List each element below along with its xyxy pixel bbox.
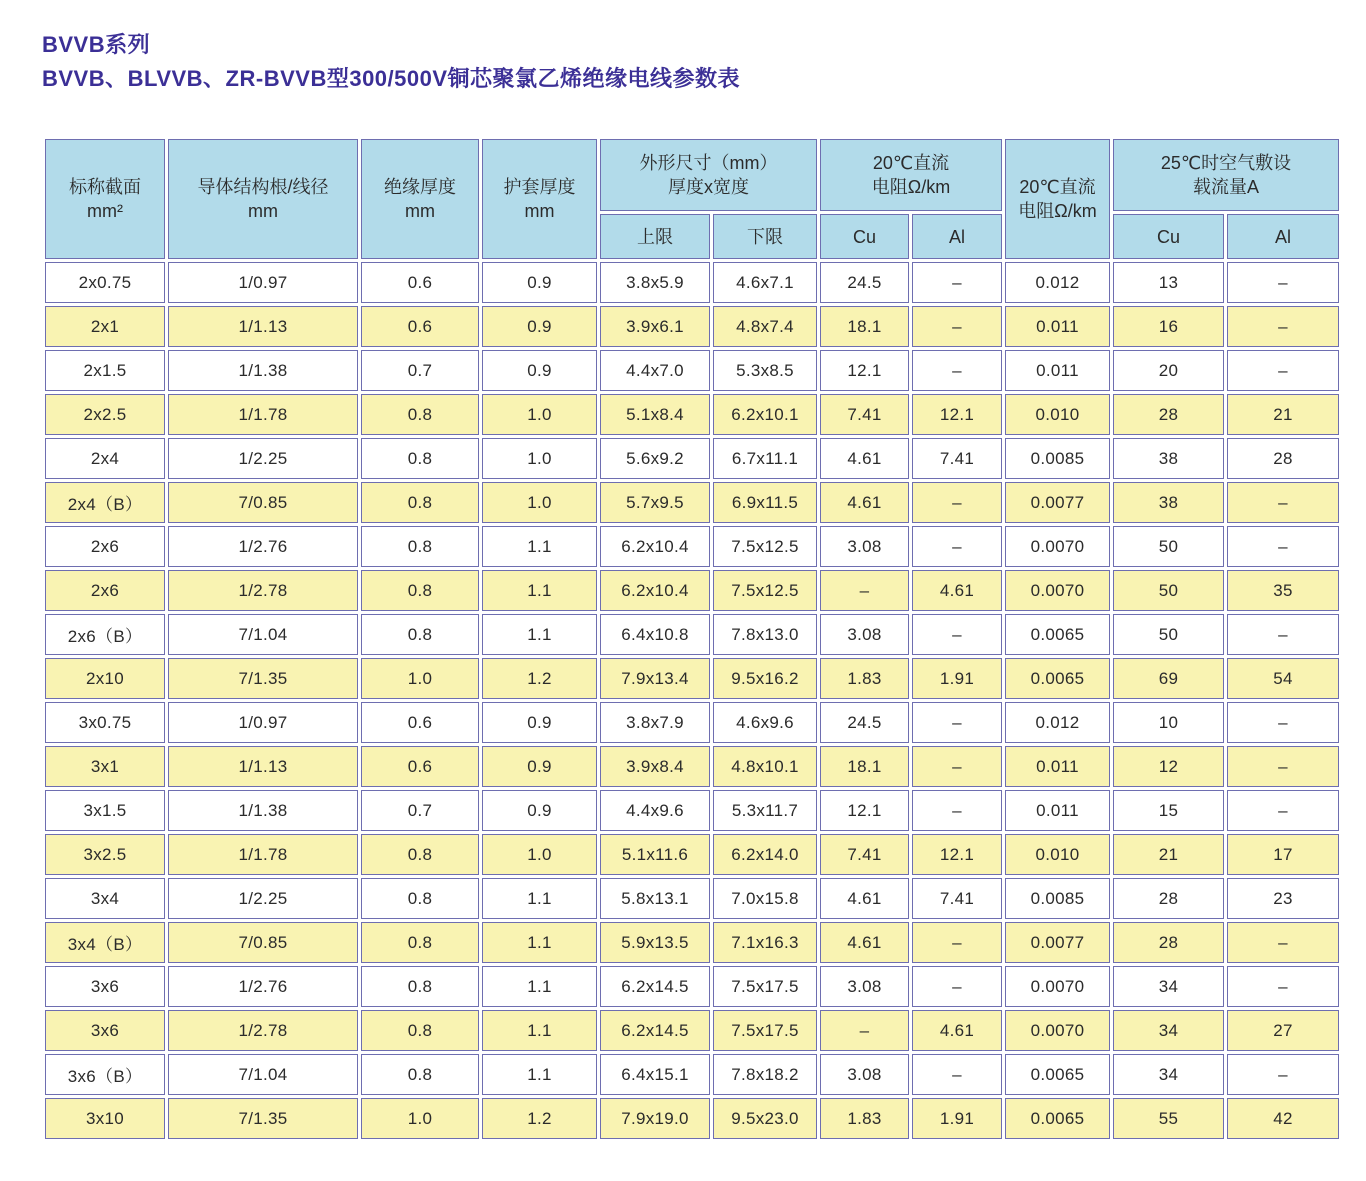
cell-r8-c7: –	[820, 570, 909, 611]
cell-r9-c7: 3.08	[820, 614, 909, 655]
header-dc-resistance-group: 20℃直流 电阻Ω/km	[820, 139, 1002, 211]
cell-r16-c6: 7.1x16.3	[713, 922, 817, 963]
cell-r1-c10: 13	[1113, 262, 1224, 303]
cell-r12-c10: 12	[1113, 746, 1224, 787]
cell-r6-c6: 6.9x11.5	[713, 482, 817, 523]
cell-r3-c8: –	[912, 350, 1002, 391]
cell-r16-c8: –	[912, 922, 1002, 963]
cell-r14-c8: 12.1	[912, 834, 1002, 875]
cell-r2-c5: 3.9x6.1	[600, 306, 710, 347]
cell-r11-c10: 10	[1113, 702, 1224, 743]
header-nominal-section: 标称截面 mm²	[45, 139, 165, 259]
cell-r12-c9: 0.011	[1005, 746, 1110, 787]
cell-r14-c6: 6.2x14.0	[713, 834, 817, 875]
cell-r10-c10: 69	[1113, 658, 1224, 699]
table-row	[45, 922, 1339, 963]
cell-r19-c3: 0.8	[361, 1054, 479, 1095]
cell-r5-c10: 38	[1113, 438, 1224, 479]
cell-r18-c10: 34	[1113, 1010, 1224, 1051]
cell-r12-c11: –	[1227, 746, 1339, 787]
cable-parameters-table	[42, 136, 1342, 1142]
cell-r9-c8: –	[912, 614, 1002, 655]
cell-r9-c6: 7.8x13.0	[713, 614, 817, 655]
cell-r10-c11: 54	[1227, 658, 1339, 699]
cell-r2-c3: 0.6	[361, 306, 479, 347]
cell-r20-c3: 1.0	[361, 1098, 479, 1139]
cell-r13-c10: 15	[1113, 790, 1224, 831]
cell-r14-c7: 7.41	[820, 834, 909, 875]
cell-r6-c4: 1.0	[482, 482, 597, 523]
cell-r3-c5: 4.4x7.0	[600, 350, 710, 391]
cell-r15-c2: 1/2.25	[168, 878, 358, 919]
header-insulation-thickness: 绝缘厚度 mm	[361, 139, 479, 259]
cell-r10-c8: 1.91	[912, 658, 1002, 699]
cell-r8-c9: 0.0070	[1005, 570, 1110, 611]
cell-r12-c1: 3x1	[45, 746, 165, 787]
subheader-cu-resistance: Cu	[820, 214, 909, 259]
table-row	[45, 702, 1339, 743]
cell-r20-c5: 7.9x19.0	[600, 1098, 710, 1139]
cell-r16-c7: 4.61	[820, 922, 909, 963]
cell-r15-c3: 0.8	[361, 878, 479, 919]
cell-r1-c11: –	[1227, 262, 1339, 303]
header-dc-resistance-2: 20℃直流 电阻Ω/km	[1005, 139, 1110, 259]
table-row	[45, 746, 1339, 787]
table-row	[45, 262, 1339, 303]
cell-r13-c5: 4.4x9.6	[600, 790, 710, 831]
table-row	[45, 966, 1339, 1007]
cell-r13-c2: 1/1.38	[168, 790, 358, 831]
cell-r16-c4: 1.1	[482, 922, 597, 963]
cell-r20-c4: 1.2	[482, 1098, 597, 1139]
cell-r11-c2: 1/0.97	[168, 702, 358, 743]
cell-r4-c8: 12.1	[912, 394, 1002, 435]
cell-r14-c5: 5.1x11.6	[600, 834, 710, 875]
cell-r5-c6: 6.7x11.1	[713, 438, 817, 479]
cell-r8-c8: 4.61	[912, 570, 1002, 611]
cell-r19-c7: 3.08	[820, 1054, 909, 1095]
cell-r5-c7: 4.61	[820, 438, 909, 479]
table-row	[45, 570, 1339, 611]
cell-r4-c11: 21	[1227, 394, 1339, 435]
cell-r18-c5: 6.2x14.5	[600, 1010, 710, 1051]
cell-r5-c9: 0.0085	[1005, 438, 1110, 479]
cell-r6-c7: 4.61	[820, 482, 909, 523]
cell-r11-c7: 24.5	[820, 702, 909, 743]
cell-r10-c6: 9.5x16.2	[713, 658, 817, 699]
cell-r7-c11: –	[1227, 526, 1339, 567]
table-row	[45, 834, 1339, 875]
cell-r7-c2: 1/2.76	[168, 526, 358, 567]
table-row	[45, 306, 1339, 347]
cell-r7-c4: 1.1	[482, 526, 597, 567]
cell-r12-c6: 4.8x10.1	[713, 746, 817, 787]
table-row	[45, 1054, 1339, 1095]
cell-r2-c2: 1/1.13	[168, 306, 358, 347]
cell-r7-c7: 3.08	[820, 526, 909, 567]
cell-r2-c6: 4.8x7.4	[713, 306, 817, 347]
cell-r10-c5: 7.9x13.4	[600, 658, 710, 699]
cell-r16-c5: 5.9x13.5	[600, 922, 710, 963]
cell-r2-c9: 0.011	[1005, 306, 1110, 347]
cell-r16-c9: 0.0077	[1005, 922, 1110, 963]
subheader-lower-limit: 下限	[713, 214, 817, 259]
table-body	[45, 262, 1339, 1139]
cell-r11-c4: 0.9	[482, 702, 597, 743]
cell-r9-c1: 2x6（B）	[45, 614, 165, 655]
subheader-al-ampacity: Al	[1227, 214, 1339, 259]
header-conductor-structure: 导体结构根/线径 mm	[168, 139, 358, 259]
table-row	[45, 526, 1339, 567]
cell-r7-c3: 0.8	[361, 526, 479, 567]
cell-r9-c11: –	[1227, 614, 1339, 655]
cell-r4-c7: 7.41	[820, 394, 909, 435]
cell-r1-c8: –	[912, 262, 1002, 303]
cell-r19-c1: 3x6（B）	[45, 1054, 165, 1095]
cell-r17-c9: 0.0070	[1005, 966, 1110, 1007]
cell-r20-c8: 1.91	[912, 1098, 1002, 1139]
cell-r11-c8: –	[912, 702, 1002, 743]
cell-r8-c11: 35	[1227, 570, 1339, 611]
cell-r18-c4: 1.1	[482, 1010, 597, 1051]
cell-r6-c3: 0.8	[361, 482, 479, 523]
header-sheath-thickness: 护套厚度 mm	[482, 139, 597, 259]
cell-r10-c4: 1.2	[482, 658, 597, 699]
cell-r15-c5: 5.8x13.1	[600, 878, 710, 919]
cell-r20-c9: 0.0065	[1005, 1098, 1110, 1139]
cell-r10-c7: 1.83	[820, 658, 909, 699]
cell-r16-c10: 28	[1113, 922, 1224, 963]
cell-r7-c1: 2x6	[45, 526, 165, 567]
cell-r7-c5: 6.2x10.4	[600, 526, 710, 567]
cell-r18-c7: –	[820, 1010, 909, 1051]
cell-r5-c8: 7.41	[912, 438, 1002, 479]
cell-r8-c4: 1.1	[482, 570, 597, 611]
cell-r16-c11: –	[1227, 922, 1339, 963]
cell-r15-c9: 0.0085	[1005, 878, 1110, 919]
cell-r17-c11: –	[1227, 966, 1339, 1007]
cell-r14-c2: 1/1.78	[168, 834, 358, 875]
cell-r17-c7: 3.08	[820, 966, 909, 1007]
cell-r5-c1: 2x4	[45, 438, 165, 479]
table-row	[45, 658, 1339, 699]
table-title: BVVB、BLVVB、ZR-BVVB型300/500V铜芯聚氯乙烯绝缘电线参数表	[42, 66, 741, 91]
cell-r8-c1: 2x6	[45, 570, 165, 611]
cell-r17-c2: 1/2.76	[168, 966, 358, 1007]
cell-r1-c6: 4.6x7.1	[713, 262, 817, 303]
cell-r1-c3: 0.6	[361, 262, 479, 303]
cell-r1-c9: 0.012	[1005, 262, 1110, 303]
cell-r20-c11: 42	[1227, 1098, 1339, 1139]
table-row	[45, 394, 1339, 435]
cell-r13-c8: –	[912, 790, 1002, 831]
cell-r1-c2: 1/0.97	[168, 262, 358, 303]
cell-r17-c4: 1.1	[482, 966, 597, 1007]
cell-r2-c1: 2x1	[45, 306, 165, 347]
cell-r8-c10: 50	[1113, 570, 1224, 611]
cell-r18-c3: 0.8	[361, 1010, 479, 1051]
table-row	[45, 790, 1339, 831]
cell-r14-c9: 0.010	[1005, 834, 1110, 875]
series-title: BVVB系列	[42, 32, 151, 57]
cell-r10-c3: 1.0	[361, 658, 479, 699]
cell-r12-c8: –	[912, 746, 1002, 787]
cell-r14-c11: 17	[1227, 834, 1339, 875]
cell-r13-c11: –	[1227, 790, 1339, 831]
cell-r6-c11: –	[1227, 482, 1339, 523]
header-row-group	[45, 139, 1339, 211]
cell-r20-c10: 55	[1113, 1098, 1224, 1139]
cell-r3-c10: 20	[1113, 350, 1224, 391]
cell-r2-c8: –	[912, 306, 1002, 347]
cell-r13-c6: 5.3x11.7	[713, 790, 817, 831]
table-row	[45, 1010, 1339, 1051]
cell-r16-c3: 0.8	[361, 922, 479, 963]
cell-r1-c7: 24.5	[820, 262, 909, 303]
cell-r1-c1: 2x0.75	[45, 262, 165, 303]
cell-r5-c11: 28	[1227, 438, 1339, 479]
cell-r18-c9: 0.0070	[1005, 1010, 1110, 1051]
cell-r19-c2: 7/1.04	[168, 1054, 358, 1095]
cell-r9-c3: 0.8	[361, 614, 479, 655]
cell-r15-c8: 7.41	[912, 878, 1002, 919]
cell-r5-c2: 1/2.25	[168, 438, 358, 479]
cell-r2-c4: 0.9	[482, 306, 597, 347]
table-row	[45, 482, 1339, 523]
cell-r4-c10: 28	[1113, 394, 1224, 435]
cell-r9-c9: 0.0065	[1005, 614, 1110, 655]
cell-r5-c5: 5.6x9.2	[600, 438, 710, 479]
cell-r1-c4: 0.9	[482, 262, 597, 303]
cell-r19-c5: 6.4x15.1	[600, 1054, 710, 1095]
cell-r6-c8: –	[912, 482, 1002, 523]
cell-r11-c9: 0.012	[1005, 702, 1110, 743]
cell-r15-c1: 3x4	[45, 878, 165, 919]
cell-r20-c2: 7/1.35	[168, 1098, 358, 1139]
cell-r10-c2: 7/1.35	[168, 658, 358, 699]
cell-r17-c3: 0.8	[361, 966, 479, 1007]
cell-r8-c6: 7.5x12.5	[713, 570, 817, 611]
cell-r17-c10: 34	[1113, 966, 1224, 1007]
cell-r11-c5: 3.8x7.9	[600, 702, 710, 743]
cell-r3-c7: 12.1	[820, 350, 909, 391]
cell-r7-c9: 0.0070	[1005, 526, 1110, 567]
table-row	[45, 1098, 1339, 1139]
table-row	[45, 350, 1339, 391]
cell-r6-c1: 2x4（B）	[45, 482, 165, 523]
cell-r6-c2: 7/0.85	[168, 482, 358, 523]
cell-r4-c2: 1/1.78	[168, 394, 358, 435]
cell-r3-c3: 0.7	[361, 350, 479, 391]
cell-r3-c2: 1/1.38	[168, 350, 358, 391]
cell-r18-c11: 27	[1227, 1010, 1339, 1051]
cell-r11-c1: 3x0.75	[45, 702, 165, 743]
cell-r15-c7: 4.61	[820, 878, 909, 919]
cell-r13-c3: 0.7	[361, 790, 479, 831]
header-ampacity-group: 25℃时空气敷设 载流量A	[1113, 139, 1339, 211]
cell-r8-c5: 6.2x10.4	[600, 570, 710, 611]
cell-r2-c7: 18.1	[820, 306, 909, 347]
cell-r3-c4: 0.9	[482, 350, 597, 391]
cell-r5-c4: 1.0	[482, 438, 597, 479]
cell-r19-c9: 0.0065	[1005, 1054, 1110, 1095]
cell-r16-c1: 3x4（B）	[45, 922, 165, 963]
cell-r14-c4: 1.0	[482, 834, 597, 875]
cell-r14-c10: 21	[1113, 834, 1224, 875]
cell-r18-c6: 7.5x17.5	[713, 1010, 817, 1051]
cell-r3-c9: 0.011	[1005, 350, 1110, 391]
subheader-upper-limit: 上限	[600, 214, 710, 259]
cell-r4-c3: 0.8	[361, 394, 479, 435]
header-outer-dimensions-group: 外形尺寸（mm） 厚度x宽度	[600, 139, 817, 211]
cell-r12-c4: 0.9	[482, 746, 597, 787]
cell-r11-c6: 4.6x9.6	[713, 702, 817, 743]
cell-r8-c3: 0.8	[361, 570, 479, 611]
cell-r15-c6: 7.0x15.8	[713, 878, 817, 919]
cell-r17-c8: –	[912, 966, 1002, 1007]
cell-r5-c3: 0.8	[361, 438, 479, 479]
cell-r19-c10: 34	[1113, 1054, 1224, 1095]
table-row	[45, 878, 1339, 919]
cell-r4-c1: 2x2.5	[45, 394, 165, 435]
table-row	[45, 614, 1339, 655]
cell-r10-c1: 2x10	[45, 658, 165, 699]
cell-r11-c3: 0.6	[361, 702, 479, 743]
cell-r7-c8: –	[912, 526, 1002, 567]
cell-r12-c5: 3.9x8.4	[600, 746, 710, 787]
cell-r9-c2: 7/1.04	[168, 614, 358, 655]
cell-r3-c11: –	[1227, 350, 1339, 391]
table-row	[45, 438, 1339, 479]
title-block	[42, 28, 1342, 96]
cell-r15-c11: 23	[1227, 878, 1339, 919]
cell-r14-c1: 3x2.5	[45, 834, 165, 875]
cell-r8-c2: 1/2.78	[168, 570, 358, 611]
cell-r20-c1: 3x10	[45, 1098, 165, 1139]
cell-r4-c9: 0.010	[1005, 394, 1110, 435]
cell-r19-c8: –	[912, 1054, 1002, 1095]
cell-r13-c7: 12.1	[820, 790, 909, 831]
cell-r19-c6: 7.8x18.2	[713, 1054, 817, 1095]
cell-r20-c7: 1.83	[820, 1098, 909, 1139]
cell-r18-c8: 4.61	[912, 1010, 1002, 1051]
cell-r4-c6: 6.2x10.1	[713, 394, 817, 435]
cell-r1-c5: 3.8x5.9	[600, 262, 710, 303]
cell-r13-c4: 0.9	[482, 790, 597, 831]
cell-r9-c10: 50	[1113, 614, 1224, 655]
cell-r17-c1: 3x6	[45, 966, 165, 1007]
cell-r12-c7: 18.1	[820, 746, 909, 787]
cell-r14-c3: 0.8	[361, 834, 479, 875]
cell-r13-c1: 3x1.5	[45, 790, 165, 831]
cell-r20-c6: 9.5x23.0	[713, 1098, 817, 1139]
cell-r12-c2: 1/1.13	[168, 746, 358, 787]
cell-r15-c10: 28	[1113, 878, 1224, 919]
subheader-al-resistance: Al	[912, 214, 1002, 259]
cell-r9-c4: 1.1	[482, 614, 597, 655]
cell-r6-c10: 38	[1113, 482, 1224, 523]
cell-r3-c6: 5.3x8.5	[713, 350, 817, 391]
cell-r19-c11: –	[1227, 1054, 1339, 1095]
subheader-cu-ampacity: Cu	[1113, 214, 1224, 259]
cell-r7-c10: 50	[1113, 526, 1224, 567]
cell-r10-c9: 0.0065	[1005, 658, 1110, 699]
cell-r13-c9: 0.011	[1005, 790, 1110, 831]
cell-r12-c3: 0.6	[361, 746, 479, 787]
cell-r7-c6: 7.5x12.5	[713, 526, 817, 567]
cell-r2-c11: –	[1227, 306, 1339, 347]
cell-r15-c4: 1.1	[482, 878, 597, 919]
cell-r11-c11: –	[1227, 702, 1339, 743]
cell-r4-c4: 1.0	[482, 394, 597, 435]
cell-r9-c5: 6.4x10.8	[600, 614, 710, 655]
cell-r2-c10: 16	[1113, 306, 1224, 347]
cell-r6-c5: 5.7x9.5	[600, 482, 710, 523]
cell-r16-c2: 7/0.85	[168, 922, 358, 963]
cell-r3-c1: 2x1.5	[45, 350, 165, 391]
cell-r17-c6: 7.5x17.5	[713, 966, 817, 1007]
cell-r18-c2: 1/2.78	[168, 1010, 358, 1051]
cell-r19-c4: 1.1	[482, 1054, 597, 1095]
cell-r6-c9: 0.0077	[1005, 482, 1110, 523]
cell-r18-c1: 3x6	[45, 1010, 165, 1051]
cell-r17-c5: 6.2x14.5	[600, 966, 710, 1007]
cell-r4-c5: 5.1x8.4	[600, 394, 710, 435]
